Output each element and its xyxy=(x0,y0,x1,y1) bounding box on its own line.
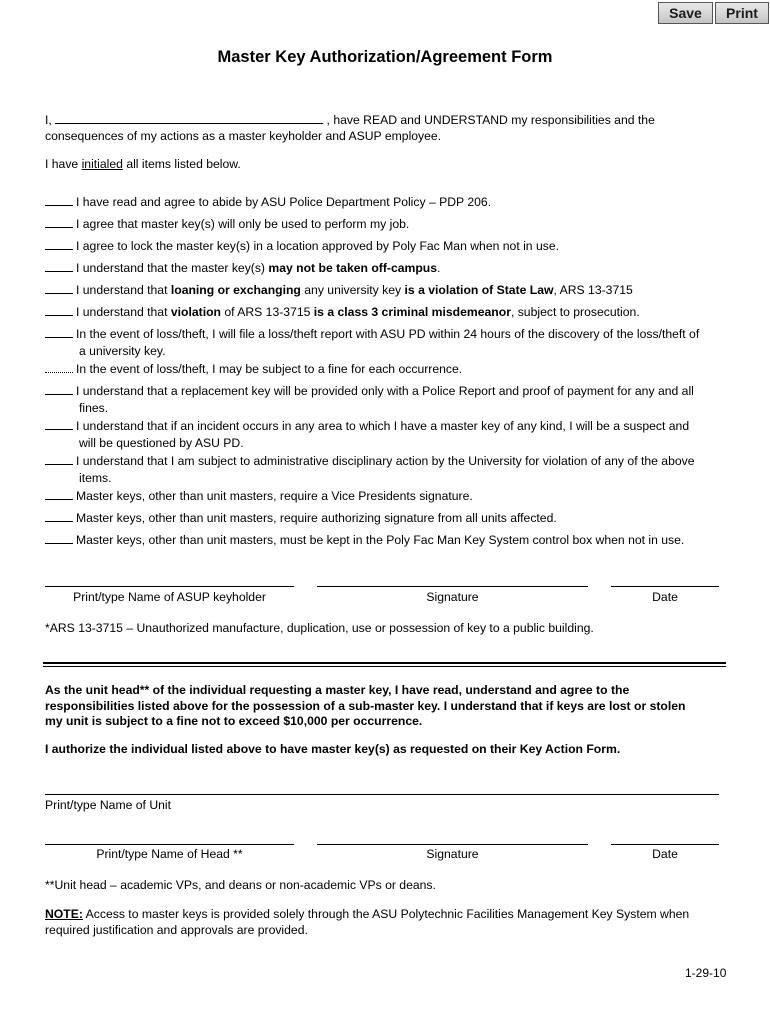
head-name-line[interactable] xyxy=(45,844,294,845)
toolbar xyxy=(658,2,769,24)
unit-name-label: Print/type Name of Unit xyxy=(45,798,171,812)
agreement-item-text xyxy=(45,327,699,341)
keyholder-signature-line[interactable] xyxy=(317,586,588,587)
item-text-part: Master keys, other than unit masters, must be kept in the Poly Fac Man Key System control box when not in use. xyxy=(76,533,685,547)
item-text-part: I understand that if an incident occurs in any area to which I have a master key of any kind, I will be a suspect and xyxy=(76,419,690,433)
initial-blank[interactable] xyxy=(45,195,73,206)
head-signature-label: Signature xyxy=(426,847,479,861)
agreement-item xyxy=(45,488,725,505)
agreement-item-text xyxy=(45,261,440,275)
agreement-item-text xyxy=(45,239,559,253)
initial-blank[interactable] xyxy=(45,305,73,316)
item-emphasis: is a class 3 criminal misdemeanor xyxy=(313,305,511,319)
item-emphasis: loaning or exchanging xyxy=(170,283,301,297)
agreement-item-text xyxy=(45,384,694,398)
item-text-part: In the event of loss/theft, I may be subject to a fine for each occurrence. xyxy=(76,362,463,376)
initialed-after: all items listed below. xyxy=(122,157,241,171)
agreement-item xyxy=(45,282,725,299)
keyholder-name-line[interactable] xyxy=(45,586,294,587)
item-text-part: Master keys, other than unit masters, require a Vice Presidents signature. xyxy=(76,489,473,503)
head-date-label: Date xyxy=(652,847,678,861)
keyholder-name-label: Print/type Name of ASUP keyholder xyxy=(73,590,266,604)
initial-blank[interactable] xyxy=(45,327,73,338)
item-text-part: I understand that I am subject to administrative disciplinary action by the University for violation of any of the above xyxy=(76,454,695,468)
agreement-item xyxy=(45,304,725,321)
note-text: Access to master keys is provided solely through the ASU Polytechnic Facilities Management Key System when xyxy=(82,907,690,921)
agreement-item-continuation: will be questioned by ASU PD. xyxy=(79,435,244,450)
initial-blank[interactable] xyxy=(45,419,73,430)
unit-head-line2: responsibilities listed above for the possession of a sub-master key. I understand that if keys are lost or stolen xyxy=(45,698,686,713)
item-text-part: any university key xyxy=(300,283,405,297)
initial-blank[interactable] xyxy=(45,362,73,373)
authorize-statement: I authorize the individual listed above to have master key(s) as requested on their Key Action Form. xyxy=(45,742,621,756)
initial-blank[interactable] xyxy=(45,533,73,544)
keyholder-name-blank[interactable] xyxy=(55,113,323,124)
section-divider-thin xyxy=(43,666,726,667)
intro-paragraph xyxy=(45,112,725,144)
keyholder-date-label: Date xyxy=(652,590,678,604)
item-text-part: . xyxy=(437,261,441,275)
note-line2: required justification and approvals are provided. xyxy=(45,923,308,937)
unit-name-line[interactable] xyxy=(45,794,719,795)
agreement-item-text xyxy=(45,283,633,297)
agreement-item-text xyxy=(45,217,409,231)
agreement-item xyxy=(45,194,725,211)
keyholder-date-line[interactable] xyxy=(611,586,719,587)
agreement-item-continuation: fines. xyxy=(79,400,109,415)
ars-note: *ARS 13-3715 – Unauthorized manufacture, duplication, use or possession of key to a public building. xyxy=(45,621,594,635)
section-divider xyxy=(43,662,726,664)
head-name-label: Print/type Name of Head ** xyxy=(96,847,243,861)
unit-head-line1: As the unit head** of the individual requesting a master key, I have read, understand and agree to the xyxy=(45,683,630,697)
agreement-item xyxy=(45,383,725,416)
item-emphasis: violation xyxy=(170,305,221,319)
access-note xyxy=(45,906,735,938)
item-emphasis: is a violation of State Law xyxy=(404,283,554,297)
agreement-item xyxy=(45,238,725,255)
initial-blank[interactable] xyxy=(45,511,73,522)
print-button[interactable]: Print xyxy=(715,2,769,24)
form-title: Master Key Authorization/Agreement Form xyxy=(217,48,553,66)
note-label: NOTE: xyxy=(45,907,83,921)
unit-head-statement xyxy=(45,683,725,730)
agreement-item-continuation: a university key. xyxy=(79,343,166,358)
initial-blank[interactable] xyxy=(45,217,73,228)
item-text-part: of ARS 13-3715 xyxy=(220,305,314,319)
initial-blank[interactable] xyxy=(45,239,73,250)
initialed-word: initialed xyxy=(81,157,123,171)
item-text-part: I understand that the master key(s) xyxy=(76,261,269,275)
agreement-item-continuation: items. xyxy=(79,470,112,485)
item-text-part: I understand that xyxy=(76,305,171,319)
initial-blank[interactable] xyxy=(45,454,73,465)
initialed-before: I have xyxy=(45,157,82,171)
initial-blank[interactable] xyxy=(45,384,73,395)
keyholder-signature-label: Signature xyxy=(426,590,479,604)
agreement-item xyxy=(45,361,725,378)
unit-head-note: **Unit head – academic VPs, and deans or non-academic VPs or deans. xyxy=(45,878,436,892)
item-text-part: I agree to lock the master key(s) in a location approved by Poly Fac Man when not in use. xyxy=(76,239,560,253)
agreement-item-text xyxy=(45,489,473,503)
agreement-item-text xyxy=(45,533,684,547)
item-text-part: I understand that xyxy=(76,283,171,297)
agreement-item-text xyxy=(45,419,689,433)
agreement-item xyxy=(45,216,725,233)
revision-date: 1-29-10 xyxy=(685,966,727,980)
intro-line2: consequences of my actions as a master keyholder and ASUP employee. xyxy=(45,129,442,143)
item-text-part: I understand that a replacement key will be provided only with a Police Report and proof of payment for any and all xyxy=(76,384,694,398)
intro-suffix: , have READ and UNDERSTAND my responsibilities and the xyxy=(323,113,655,127)
item-text-part: Master keys, other than unit masters, require authorizing signature from all units affected. xyxy=(76,511,557,525)
agreement-item xyxy=(45,532,725,549)
unit-head-line3: my unit is subject to a fine not to exceed $10,000 per occurrence. xyxy=(45,714,423,728)
agreement-item xyxy=(45,260,725,277)
item-emphasis: may not be taken off-campus xyxy=(268,261,438,275)
item-text-part: , ARS 13-3715 xyxy=(553,283,633,297)
item-text-part: I have read and agree to abide by ASU Police Department Policy – PDP 206. xyxy=(76,195,492,209)
save-button[interactable]: Save xyxy=(658,2,713,24)
intro-prefix: I, xyxy=(45,113,56,127)
item-text-part: In the event of loss/theft, I will file a loss/theft report with ASU PD within 24 hours of the discovery of the loss/theft of xyxy=(76,327,700,341)
head-signature-line[interactable] xyxy=(317,844,588,845)
agreement-item xyxy=(45,453,725,486)
agreement-item xyxy=(45,418,725,451)
item-text-part: , subject to prosecution. xyxy=(510,305,640,319)
agreement-item xyxy=(45,510,725,527)
agreement-item-text xyxy=(45,305,640,319)
initialed-paragraph xyxy=(45,156,725,172)
head-date-line[interactable] xyxy=(611,844,719,845)
agreement-item xyxy=(45,326,725,359)
agreement-item-text xyxy=(45,195,491,209)
agreement-item-text xyxy=(45,511,557,525)
item-text-part: I agree that master key(s) will only be used to perform my job. xyxy=(76,217,410,231)
agreement-item-text xyxy=(45,454,695,468)
initial-blank[interactable] xyxy=(45,489,73,500)
initial-blank[interactable] xyxy=(45,283,73,294)
agreement-item-text xyxy=(45,362,462,376)
initial-blank[interactable] xyxy=(45,261,73,272)
